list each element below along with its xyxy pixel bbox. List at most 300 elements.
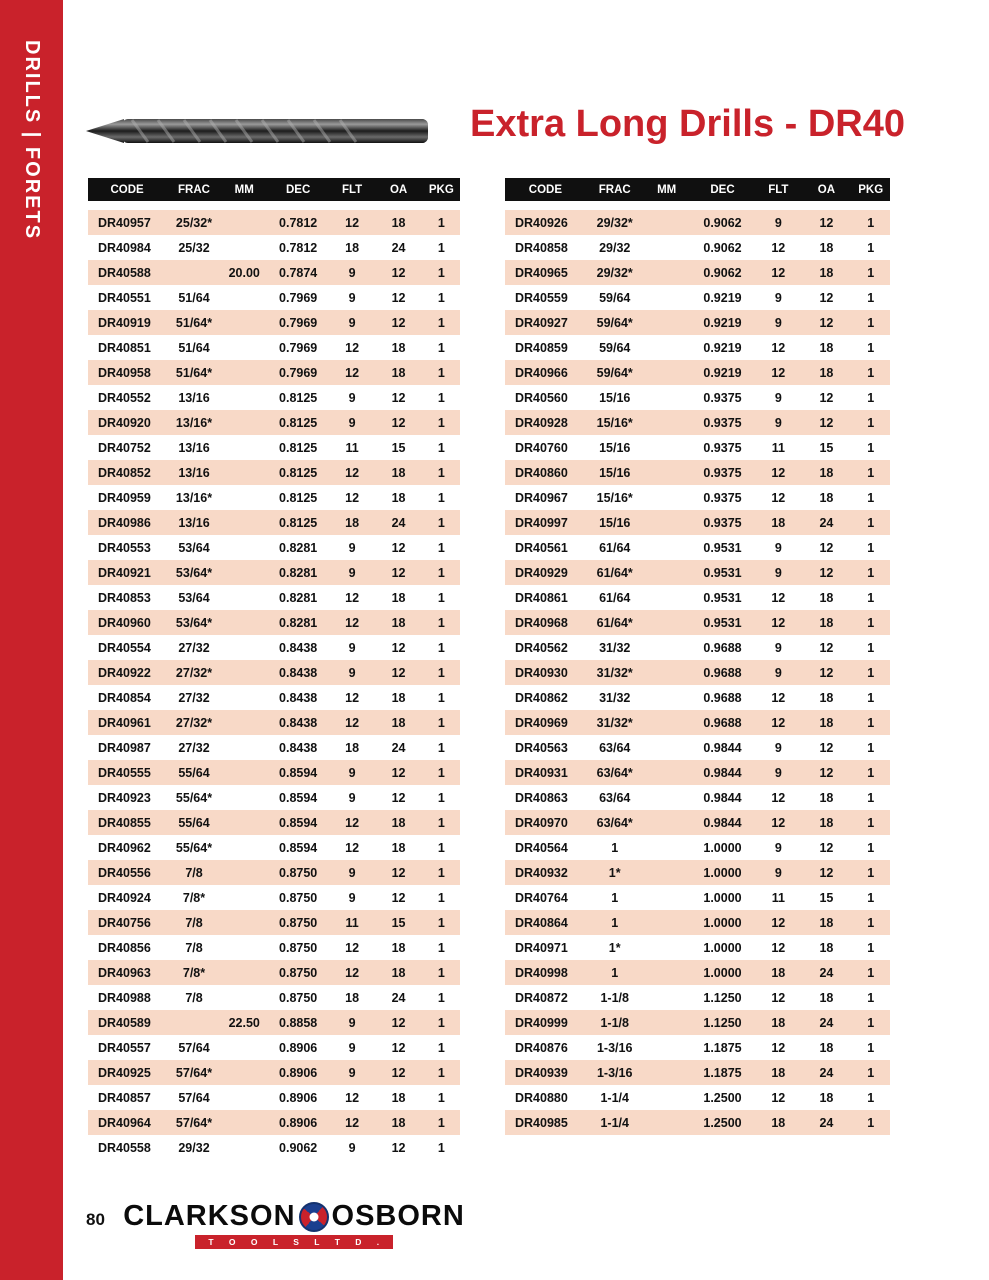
- table-cell: 0.9688: [703, 665, 742, 680]
- table-cell: DR40998: [515, 965, 568, 980]
- column-header: FLT: [341, 183, 363, 196]
- table-cell: 0.9375: [703, 440, 742, 455]
- table-cell: 9: [348, 1065, 356, 1080]
- table-row: [88, 260, 460, 285]
- table-cell: DR40930: [515, 665, 568, 680]
- table-cell: DR40957: [98, 215, 151, 230]
- table-cell: DR40588: [98, 265, 151, 280]
- table-cell: 9: [774, 665, 782, 680]
- table-cell: DR40864: [515, 915, 568, 930]
- table-cell: 0.8125: [279, 390, 318, 405]
- table-header-row: [505, 178, 890, 201]
- brand-tagline: T O O L S L T D .: [195, 1235, 394, 1249]
- table-row: [88, 960, 460, 985]
- table-body: [505, 210, 890, 1135]
- table-row: [88, 510, 460, 535]
- table-cell: DR40986: [98, 515, 151, 530]
- table-cell: 1: [611, 890, 619, 905]
- table-row: [505, 385, 890, 410]
- table-cell: 12: [391, 1065, 406, 1080]
- table-cell: 0.8750: [279, 890, 318, 905]
- table-cell: 0.8281: [279, 590, 318, 605]
- table-cell: 12: [771, 790, 786, 805]
- table-cell: 9: [774, 640, 782, 655]
- table-cell: 51/64*: [175, 315, 213, 330]
- table-cell: 53/64*: [175, 565, 213, 580]
- table-cell: 18: [391, 715, 406, 730]
- column-header: PKG: [858, 183, 884, 196]
- table-cell: 0.8125: [279, 440, 318, 455]
- table-cell: 0.8750: [279, 865, 318, 880]
- table-cell: 11: [771, 440, 785, 455]
- table-cell: 12: [771, 815, 786, 830]
- table-row: [88, 860, 460, 885]
- table-cell: 9: [774, 840, 782, 855]
- table-cell: DR40988: [98, 990, 151, 1005]
- table-cell: 18: [819, 1040, 834, 1055]
- table-cell: 0.8438: [279, 740, 318, 755]
- table-cell: 1: [867, 240, 875, 255]
- table-cell: 0.9219: [703, 365, 742, 380]
- table-row: [505, 485, 890, 510]
- table-cell: DR40857: [98, 1090, 151, 1105]
- table-cell: 12: [391, 790, 406, 805]
- table-cell: 51/64: [178, 340, 210, 355]
- table-cell: 18: [819, 240, 834, 255]
- table-row: [88, 585, 460, 610]
- table-cell: 1: [437, 665, 445, 680]
- table-cell: 1: [867, 1090, 875, 1105]
- table-cell: 24: [819, 1065, 834, 1080]
- table-cell: 12: [819, 565, 834, 580]
- table-cell: DR40854: [98, 690, 151, 705]
- table-cell: 0.7969: [279, 365, 318, 380]
- table-cell: 1: [437, 590, 445, 605]
- table-cell: 1: [437, 490, 445, 505]
- table-cell: 1: [437, 240, 445, 255]
- table-cell: 9: [348, 1140, 356, 1155]
- table-cell: DR40965: [515, 265, 568, 280]
- drill-bit-image: [84, 110, 432, 152]
- table-row: [505, 810, 890, 835]
- table-cell: 12: [771, 465, 786, 480]
- table-cell: 1: [437, 715, 445, 730]
- table-row: [505, 535, 890, 560]
- table-cell: 12: [391, 1015, 406, 1030]
- column-header: CODE: [528, 183, 563, 196]
- drill-table-right: [505, 178, 890, 1135]
- table-cell: 31/32*: [596, 715, 633, 730]
- table-cell: 1: [867, 765, 875, 780]
- table-row: [505, 310, 890, 335]
- table-cell: 0.8594: [279, 765, 318, 780]
- table-cell: 1: [437, 365, 445, 380]
- column-header: OA: [817, 183, 836, 196]
- table-row: [505, 760, 890, 785]
- table-cell: 12: [819, 290, 834, 305]
- column-header: DEC: [710, 183, 735, 196]
- table-cell: 0.9844: [703, 765, 742, 780]
- table-row: [88, 560, 460, 585]
- table-row: [88, 910, 460, 935]
- table-cell: 18: [391, 965, 406, 980]
- table-cell: 1: [867, 815, 875, 830]
- table-cell: 1: [867, 340, 875, 355]
- table-cell: 18: [819, 340, 834, 355]
- table-row: [505, 1085, 890, 1110]
- table-cell: 1-1/4: [600, 1115, 629, 1130]
- table-cell: 0.8906: [279, 1040, 318, 1055]
- table-cell: 1: [867, 790, 875, 805]
- table-cell: 1: [867, 940, 875, 955]
- table-cell: 18: [771, 515, 786, 530]
- table-cell: DR40929: [515, 565, 568, 580]
- table-cell: DR40559: [515, 290, 568, 305]
- table-cell: DR40923: [98, 790, 151, 805]
- table-cell: 7/8: [185, 940, 203, 955]
- table-cell: 13/16: [178, 465, 210, 480]
- table-cell: DR40858: [515, 240, 568, 255]
- table-cell: DR40553: [98, 540, 151, 555]
- table-cell: 59/64: [599, 290, 631, 305]
- table-cell: 12: [819, 415, 834, 430]
- table-cell: 18: [345, 515, 360, 530]
- table-cell: 9: [348, 565, 356, 580]
- table-cell: 1: [867, 490, 875, 505]
- table-cell: 18: [391, 215, 406, 230]
- table-cell: 1-3/16: [596, 1040, 633, 1055]
- table-row: [88, 935, 460, 960]
- table-cell: 0.8750: [279, 965, 318, 980]
- table-row: [505, 735, 890, 760]
- table-cell: 18: [391, 690, 406, 705]
- table-cell: DR40922: [98, 665, 151, 680]
- table-cell: 55/64*: [175, 790, 213, 805]
- table-row: [88, 1110, 460, 1135]
- table-cell: DR40856: [98, 940, 151, 955]
- table-cell: 18: [819, 490, 834, 505]
- table-row: [505, 985, 890, 1010]
- table-row: [88, 1035, 460, 1060]
- table-row: [88, 460, 460, 485]
- table-cell: 1.0000: [703, 865, 742, 880]
- table-row: [505, 960, 890, 985]
- table-cell: 12: [771, 690, 786, 705]
- table-cell: 0.9062: [703, 265, 742, 280]
- table-cell: 15/16: [599, 465, 631, 480]
- table-row: [88, 810, 460, 835]
- table-cell: DR40987: [98, 740, 151, 755]
- sidebar-label: DRILLS | FORETS: [21, 40, 43, 241]
- table-cell: 1: [437, 915, 445, 930]
- table-cell: DR40561: [515, 540, 568, 555]
- table-cell: 0.7969: [279, 315, 318, 330]
- table-row: [505, 435, 890, 460]
- table-cell: 0.8906: [279, 1065, 318, 1080]
- table-cell: 18: [391, 590, 406, 605]
- table-cell: 13/16: [178, 440, 210, 455]
- table-cell: 55/64: [178, 815, 210, 830]
- table-row: [88, 1085, 460, 1110]
- table-cell: 1: [437, 1065, 445, 1080]
- table-cell: 0.9688: [703, 640, 742, 655]
- table-cell: 12: [819, 840, 834, 855]
- table-row: [505, 360, 890, 385]
- table-cell: 0.9219: [703, 315, 742, 330]
- table-cell: 0.8125: [279, 490, 318, 505]
- table-cell: 1: [437, 740, 445, 755]
- table-cell: 12: [771, 915, 786, 930]
- table-cell: DR40760: [515, 440, 568, 455]
- table-cell: 18: [819, 790, 834, 805]
- table-cell: 1: [437, 940, 445, 955]
- table-cell: 1: [867, 265, 875, 280]
- table-row: [505, 1110, 890, 1135]
- table-cell: 0.8125: [279, 465, 318, 480]
- table-cell: DR40851: [98, 340, 151, 355]
- table-cell: 1.0000: [703, 915, 742, 930]
- table-cell: DR40562: [515, 640, 568, 655]
- table-row: [88, 610, 460, 635]
- table-cell: 12: [345, 465, 360, 480]
- table-cell: 0.8906: [279, 1090, 318, 1105]
- table-cell: 1: [867, 215, 875, 230]
- table-cell: 11: [345, 440, 359, 455]
- table-cell: 1: [437, 790, 445, 805]
- table-cell: 0.8906: [279, 1115, 318, 1130]
- table-cell: 1: [437, 440, 445, 455]
- table-cell: DR40764: [515, 890, 568, 905]
- table-row: [88, 1060, 460, 1085]
- table-row: [505, 885, 890, 910]
- table-cell: 29/32*: [596, 215, 633, 230]
- table-cell: DR40958: [98, 365, 151, 380]
- table-cell: 0.9062: [279, 1140, 318, 1155]
- table-cell: 1: [867, 640, 875, 655]
- table-cell: 12: [391, 315, 406, 330]
- table-cell: DR40968: [515, 615, 568, 630]
- table-cell: 1: [867, 290, 875, 305]
- table-cell: 29/32: [599, 240, 631, 255]
- table-cell: 18: [819, 940, 834, 955]
- table-cell: 18: [819, 265, 834, 280]
- table-cell: DR40557: [98, 1040, 151, 1055]
- table-cell: DR40963: [98, 965, 151, 980]
- table-cell: 9: [348, 415, 356, 430]
- table-cell: 1: [437, 565, 445, 580]
- table-cell: 0.9844: [703, 815, 742, 830]
- table-cell: DR40932: [515, 865, 568, 880]
- table-cell: 61/64: [599, 540, 631, 555]
- table-cell: 1: [867, 315, 875, 330]
- table-cell: 0.9688: [703, 690, 742, 705]
- table-cell: DR40855: [98, 815, 151, 830]
- table-cell: DR40997: [515, 515, 568, 530]
- table-cell: 0.8594: [279, 790, 318, 805]
- table-cell: 15: [819, 440, 834, 455]
- table-cell: 15/16*: [596, 415, 633, 430]
- table-cell: 12: [771, 715, 786, 730]
- table-cell: 18: [771, 965, 786, 980]
- column-header: MM: [657, 183, 677, 196]
- brand-logo-line: [123, 1200, 465, 1233]
- table-cell: 1: [867, 540, 875, 555]
- table-cell: 18: [391, 340, 406, 355]
- table-cell: 18: [819, 990, 834, 1005]
- table-cell: 63/64*: [596, 815, 633, 830]
- table-cell: 0.8125: [279, 515, 318, 530]
- table-cell: 12: [771, 615, 786, 630]
- table-cell: 9: [348, 540, 356, 555]
- table-row: [505, 335, 890, 360]
- table-cell: 12: [391, 290, 406, 305]
- table-cell: 15/16: [599, 440, 631, 455]
- table-cell: 18: [345, 740, 360, 755]
- table-row: [505, 835, 890, 860]
- table-cell: 24: [391, 990, 406, 1005]
- table-cell: 55/64*: [175, 840, 213, 855]
- table-cell: 1: [867, 665, 875, 680]
- table-cell: 0.7969: [279, 340, 318, 355]
- table-cell: DR40853: [98, 590, 151, 605]
- table-cell: 12: [391, 640, 406, 655]
- table-cell: 1: [867, 390, 875, 405]
- table-cell: 1: [611, 915, 619, 930]
- table-cell: 0.8281: [279, 565, 318, 580]
- table-cell: 1: [437, 965, 445, 980]
- table-cell: 1: [867, 515, 875, 530]
- table-cell: 1.0000: [703, 965, 742, 980]
- table-cell: 18: [391, 1090, 406, 1105]
- table-cell: 7/8: [185, 990, 203, 1005]
- table-cell: 1: [867, 440, 875, 455]
- table-cell: 12: [391, 565, 406, 580]
- table-cell: 1: [437, 540, 445, 555]
- table-cell: 18: [771, 1065, 786, 1080]
- table-row: [88, 785, 460, 810]
- table-row: [505, 1010, 890, 1035]
- table-cell: DR40927: [515, 315, 568, 330]
- table-cell: 18: [819, 465, 834, 480]
- table-cell: 12: [391, 390, 406, 405]
- table-cell: 1: [867, 1015, 875, 1030]
- table-row: [88, 1135, 460, 1160]
- table-cell: 12: [819, 390, 834, 405]
- table-cell: 27/32: [178, 740, 210, 755]
- table-cell: 1-1/8: [600, 1015, 629, 1030]
- table-cell: 11: [345, 915, 359, 930]
- table-cell: 0.8594: [279, 815, 318, 830]
- table-cell: 0.8594: [279, 840, 318, 855]
- table-cell: DR40999: [515, 1015, 568, 1030]
- table-cell: 1: [437, 415, 445, 430]
- table-cell: 0.7969: [279, 290, 318, 305]
- table-cell: 0.8438: [279, 715, 318, 730]
- table-cell: 1: [867, 890, 875, 905]
- table-cell: 9: [774, 540, 782, 555]
- table-cell: 1: [437, 215, 445, 230]
- column-header: CODE: [110, 183, 144, 196]
- table-cell: 9: [774, 315, 782, 330]
- table-cell: DR40860: [515, 465, 568, 480]
- table-cell: 29/32*: [596, 265, 633, 280]
- table-cell: DR40589: [98, 1015, 151, 1030]
- table-row: [88, 710, 460, 735]
- table-row: [505, 585, 890, 610]
- table-cell: DR40969: [515, 715, 568, 730]
- table-cell: 18: [345, 990, 360, 1005]
- table-cell: 12: [771, 1090, 786, 1105]
- table-cell: 0.7812: [279, 240, 318, 255]
- table-cell: 25/32: [178, 240, 210, 255]
- table-cell: 0.8125: [279, 415, 318, 430]
- table-cell: 1-3/16: [596, 1065, 633, 1080]
- table-cell: 12: [345, 1090, 360, 1105]
- table-cell: 15: [391, 440, 406, 455]
- table-cell: 7/8: [185, 865, 203, 880]
- table-cell: 18: [771, 1015, 786, 1030]
- table-cell: 12: [345, 690, 360, 705]
- table-cell: 0.8750: [279, 915, 318, 930]
- table-cell: 1: [437, 865, 445, 880]
- table-cell: DR40985: [515, 1115, 568, 1130]
- table-cell: 12: [345, 940, 360, 955]
- table-cell: 20.00: [228, 265, 260, 280]
- table-cell: 15: [391, 915, 406, 930]
- table-cell: 24: [391, 740, 406, 755]
- table-cell: 15/16: [599, 515, 631, 530]
- table-cell: 0.9375: [703, 415, 742, 430]
- table-cell: DR40984: [98, 240, 151, 255]
- table-cell: 1: [437, 615, 445, 630]
- table-cell: 18: [819, 690, 834, 705]
- table-cell: 1: [867, 690, 875, 705]
- table-cell: 18: [391, 1115, 406, 1130]
- table-cell: DR40555: [98, 765, 151, 780]
- table-cell: 1: [437, 890, 445, 905]
- table-cell: 1: [867, 365, 875, 380]
- table-cell: 0.9375: [703, 390, 742, 405]
- table-row: [505, 685, 890, 710]
- table-cell: 53/64: [178, 540, 210, 555]
- table-cell: 1: [867, 990, 875, 1005]
- table-cell: 18: [819, 815, 834, 830]
- table-cell: DR40876: [515, 1040, 568, 1055]
- table-cell: DR40924: [98, 890, 151, 905]
- table-cell: 1: [437, 290, 445, 305]
- table-cell: 0.8281: [279, 540, 318, 555]
- table-cell: 9: [348, 290, 356, 305]
- table-cell: DR40558: [98, 1140, 151, 1155]
- table-cell: DR40552: [98, 390, 151, 405]
- table-row: [505, 1035, 890, 1060]
- table-row: [88, 835, 460, 860]
- table-row: [505, 710, 890, 735]
- table-cell: 12: [771, 340, 786, 355]
- table-cell: 59/64: [599, 340, 631, 355]
- table-cell: 1.1250: [703, 1015, 742, 1030]
- column-header: FRAC: [598, 183, 631, 196]
- table-row: [505, 785, 890, 810]
- table-cell: 12: [391, 415, 406, 430]
- table-cell: 12: [391, 890, 406, 905]
- table-cell: 13/16: [178, 515, 210, 530]
- table-cell: 18: [771, 1115, 786, 1130]
- column-header: PKG: [428, 183, 454, 196]
- table-cell: DR40959: [98, 490, 151, 505]
- table-row: [88, 885, 460, 910]
- table-cell: 12: [345, 490, 360, 505]
